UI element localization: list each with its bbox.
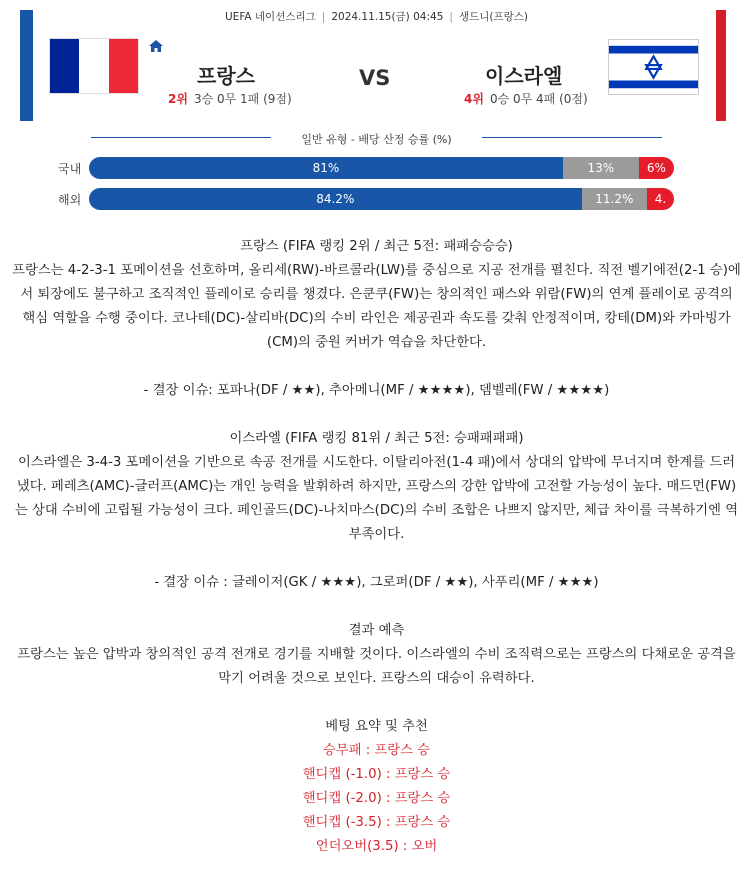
odds-section-title	[0, 130, 753, 146]
vs-label: VS	[359, 66, 391, 90]
odds-row-domestic	[0, 157, 753, 179]
analysis-content	[12, 235, 741, 859]
home-absence: - 결장 이슈: 포파나(DF / ★★), 추아메니(MF / ★★★★), 뎀벨레(FW / ★★★★)	[143, 383, 610, 398]
away-team-name: 이스라엘	[485, 64, 563, 88]
home-team-name: 프랑스	[197, 64, 255, 88]
away-absence: - 결장 이슈 : 글레이저(GK / ★★★), 그로퍼(DF / ★★), 사푸리(MF / ★★★)	[154, 575, 599, 590]
match-header	[0, 0, 753, 122]
home-analysis-heading: 프랑스 (FIFA 랭킹 2위 / 최근 5전: 패패승승승)	[240, 239, 513, 254]
away-rank: 4위	[464, 92, 484, 106]
home-flag-icon	[49, 38, 139, 94]
home-rank: 2위	[168, 92, 188, 106]
match-meta: UEFA 네이션스리그 | 2024.11.15(금) 04:45 | 생드니(프랑스)	[225, 11, 528, 23]
odds-bar	[89, 188, 674, 210]
home-record	[168, 90, 292, 107]
away-accent-bar	[716, 10, 726, 121]
recommendation-item: 언더오버(3.5) : 오버	[315, 839, 438, 854]
lose-segment: 4.	[647, 188, 674, 210]
home-record-text: 3승 0무 1패 (9점)	[193, 92, 292, 106]
flag-stripe-red	[109, 39, 138, 93]
odds-row-label: 국내	[58, 162, 82, 176]
odds-row-label: 해외	[58, 193, 82, 207]
draw-segment: 13%	[563, 157, 639, 179]
result-body: 프랑스는 높은 압박과 창의적인 공격 전개로 경기를 지배할 것이다. 이스라엘의 수비 조직력으로는 프랑스의 다채로운 공격을 막기 어려울 것으로 보인다. 프랑스의 대승이 유력하다.	[17, 647, 736, 686]
lose-segment: 6%	[639, 157, 674, 179]
draw-segment: 11.2%	[582, 188, 648, 210]
match-venue: 생드니(프랑스)	[458, 11, 528, 23]
divider-right	[482, 137, 662, 138]
betting-heading: 베팅 요약 및 추천	[325, 719, 428, 734]
home-accent-bar	[20, 10, 33, 121]
flag-stripe-white	[79, 39, 108, 93]
away-record	[464, 90, 588, 107]
odds-title-text: 일반 유형 - 배당 산정 승률 (%)	[301, 133, 452, 146]
result-heading: 결과 예측	[348, 623, 405, 638]
win-segment: 81%	[89, 157, 563, 179]
recommendation-item: 핸디캡 (-2.0) : 프랑스 승	[302, 791, 451, 806]
away-record-text: 0승 0무 4패 (0점)	[489, 92, 588, 106]
flag-stripe-blue	[50, 39, 79, 93]
win-segment: 84.2%	[89, 188, 582, 210]
home-icon	[148, 38, 164, 54]
home-analysis-body: 프랑스는 4-2-3-1 포메이션을 선호하며, 올리세(RW)-바르콜라(LW)를 중심으로 지공 전개를 펼친다. 직전 벨기에전(2-1 승)에서 퇴장에도 불구하고 조직적인 플레이로 승리를 챙겼다. 은쿤쿠(FW)는 창의적인 패스와 위람(FW)의 연계 플레이로 공격의 핵심 역할을 수행 중이다. 코나테(DC)-살리바(DC)의 수비 라인은 제공권과 속도를 갖춰 안정적이며, 캉테(DM)와 카마빙가(CM)의 중원 커버가 역습을 차단한다.	[12, 263, 741, 350]
recommendation-item: 핸디캡 (-1.0) : 프랑스 승	[302, 767, 451, 782]
odds-row-overseas	[0, 188, 753, 210]
away-flag-icon	[608, 39, 699, 95]
recommendation-item: 승무패 : 프랑스 승	[322, 743, 431, 758]
away-analysis-body: 이스라엘은 3-4-3 포메이션을 기반으로 속공 전개를 시도한다. 이탈리아전(1-4 패)에서 상대의 압박에 무너지며 한계를 드러냈다. 페레츠(AMC)-글러프(AMC)는 개인 능력을 발휘하려 하지만, 프랑스의 강한 압박에 고전할 가능성이 높다. 매드먼(FW)는 상대 수비에 고립될 가능성이 크다. 페인골드(DC)-나치마스(DC)의 수비 조합은 나쁘지 않지만, 체급 차이를 극복하기엔 역부족이다.	[14, 455, 739, 542]
away-analysis-heading: 이스라엘 (FIFA 랭킹 81위 / 최근 5전: 승패패패패)	[229, 431, 524, 446]
odds-bar	[89, 157, 674, 179]
match-datetime: 2024.11.15(금) 04:45	[331, 11, 444, 23]
league-name: UEFA 네이션스리그	[225, 11, 316, 23]
recommendation-item: 핸디캡 (-3.5) : 프랑스 승	[302, 815, 451, 830]
